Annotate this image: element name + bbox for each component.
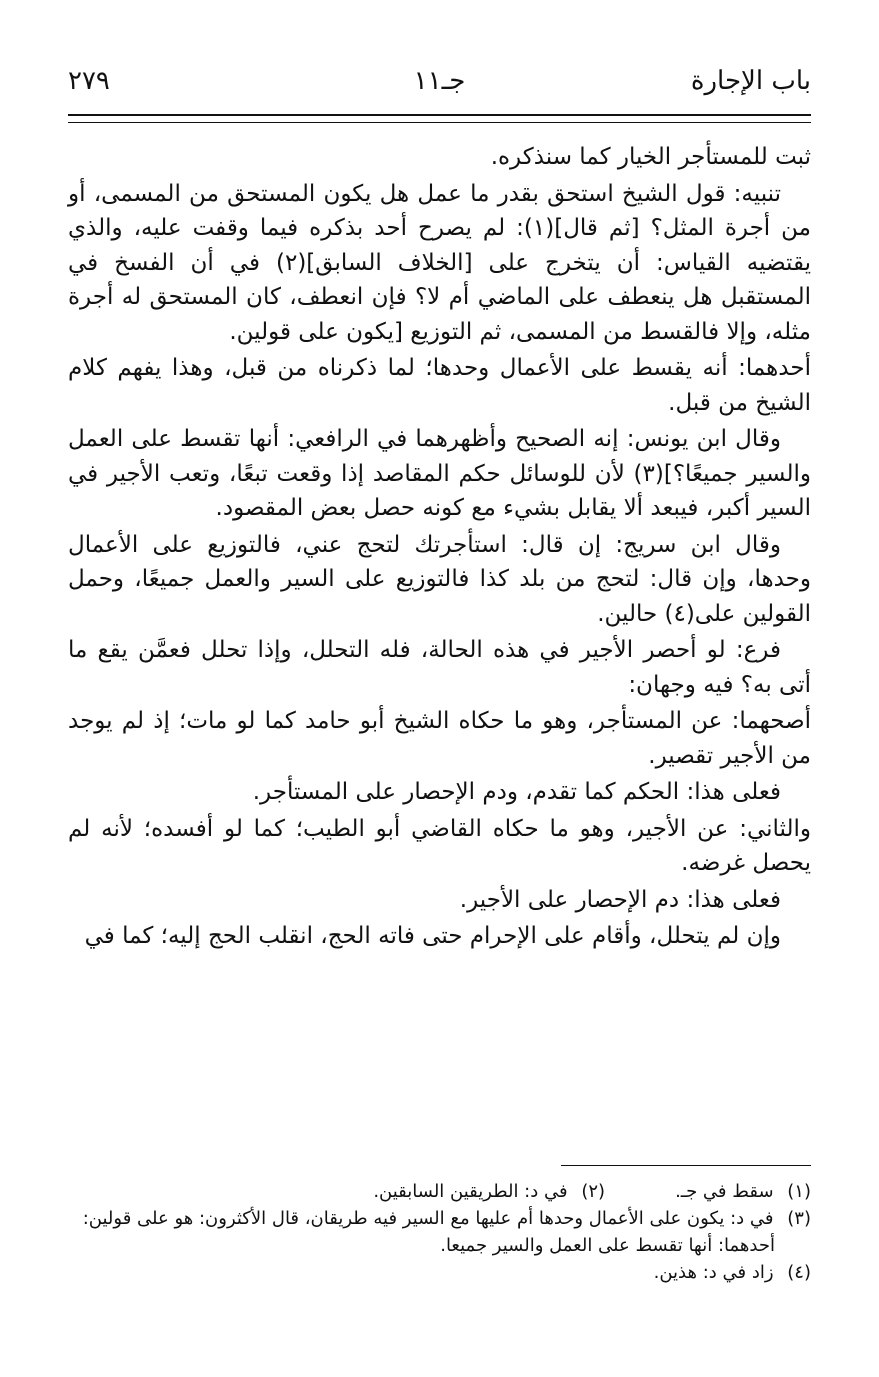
footnote-1 — [675, 1178, 811, 1205]
footnote-4 — [68, 1259, 811, 1286]
footnote-text: زاد في د: هذين. — [653, 1262, 774, 1283]
header-rule — [68, 114, 811, 123]
paragraph: والثاني: عن الأجير، وهو ما حكاه القاضي أبو الطيب؛ كما لو أفسده؛ لأنه لم يحصل غرضه. — [68, 815, 811, 876]
paragraph: وقال ابن يونس: إنه الصحيح وأظهرهما في الرافعي: أنها تقسط على العمل والسير جميعًا؟](٣) لأن للوسائل حكم المقاصد إذا وقعت تبعًا، وتعب الأجير في السير أكبر، فيبعد ألا يقابل بشيء مع كونه حصل بعض المقصود. — [68, 426, 811, 521]
footnote-row — [68, 1178, 811, 1205]
footnote-3-continuation: أحدهما: أنها تقسط على العمل والسير جميعا. — [440, 1235, 775, 1256]
footnote-number: (٢) — [581, 1181, 606, 1202]
paragraph: وإن لم يتحلل، وأقام على الإحرام حتى فاته الحج، انقلب الحج إليه؛ كما في — [84, 923, 781, 949]
main-text — [68, 140, 811, 956]
paragraph: تنبيه: قول الشيخ استحق بقدر ما عمل هل يكون المستحق من المسمى، أو من أجرة المثل؟ [ثم قال](١): لم يصرح أحد بذكره فيما وقفت عليه، والذي يقتضيه القياس: أن يتخرج على [الخلاف السابق](٢) في أن الفسخ في المستقبل هل ينعطف على الماضي أم لا؟ فإن انعطف، كان المستحق له أجرة مثله، وإلا فالقسط من المسمى، ثم التوزيع [يكون على قولين. — [68, 180, 811, 345]
footnotes — [68, 1178, 811, 1286]
footnote-number: (١) — [787, 1181, 811, 1202]
footnote-text: سقط في جـ. — [675, 1181, 774, 1202]
volume-label: جـ١١ — [413, 66, 466, 96]
paragraph: فرع: لو أحصر الأجير في هذه الحالة، فله التحلل، وإذا تحلل فعمَّن يقع ما أتى به؟ فيه وجهان: — [68, 637, 811, 698]
footnote-3 — [68, 1205, 811, 1232]
paragraph: فعلى هذا: الحكم كما تقدم، ودم الإحصار على المستأجر. — [252, 779, 781, 805]
paragraph: أصحهما: عن المستأجر، وهو ما حكاه الشيخ أبو حامد كما لو مات؛ إذ لم يوجد من الأجير تقصير. — [68, 708, 811, 769]
chapter-title: باب الإجارة — [690, 66, 811, 96]
footnote-number: (٣) — [787, 1208, 811, 1229]
footnote-2 — [373, 1178, 605, 1205]
paragraph: فعلى هذا: دم الإحصار على الأجير. — [459, 886, 781, 913]
paragraph: ثبت للمستأجر الخيار كما سنذكره. — [490, 144, 811, 170]
page-number: ٢٧٩ — [68, 66, 110, 96]
paragraph: وقال ابن سريج: إن قال: استأجرتك لتحج عني، فالتوزيع على الأعمال وحدها، وإن قال: لتحج من بلد كذا فالتوزيع على السير والعمل جميعًا، وحمل القولين على(٤) حالين. — [68, 531, 811, 627]
running-header — [68, 58, 811, 102]
footnote-text: في د: يكون على الأعمال وحدها أم عليها مع السير فيه طريقان، قال الأكثرون: هو على قولين: — [82, 1208, 774, 1229]
footnote-number: (٤) — [787, 1262, 811, 1283]
footnote-text: في د: الطريقين السابقين. — [373, 1181, 568, 1202]
paragraph: أحدهما: أنه يقسط على الأعمال وحدها؛ لما ذكرناه من قبل، وهذا يفهم كلام الشيخ من قبل. — [68, 355, 811, 416]
footnote-separator — [561, 1165, 811, 1166]
